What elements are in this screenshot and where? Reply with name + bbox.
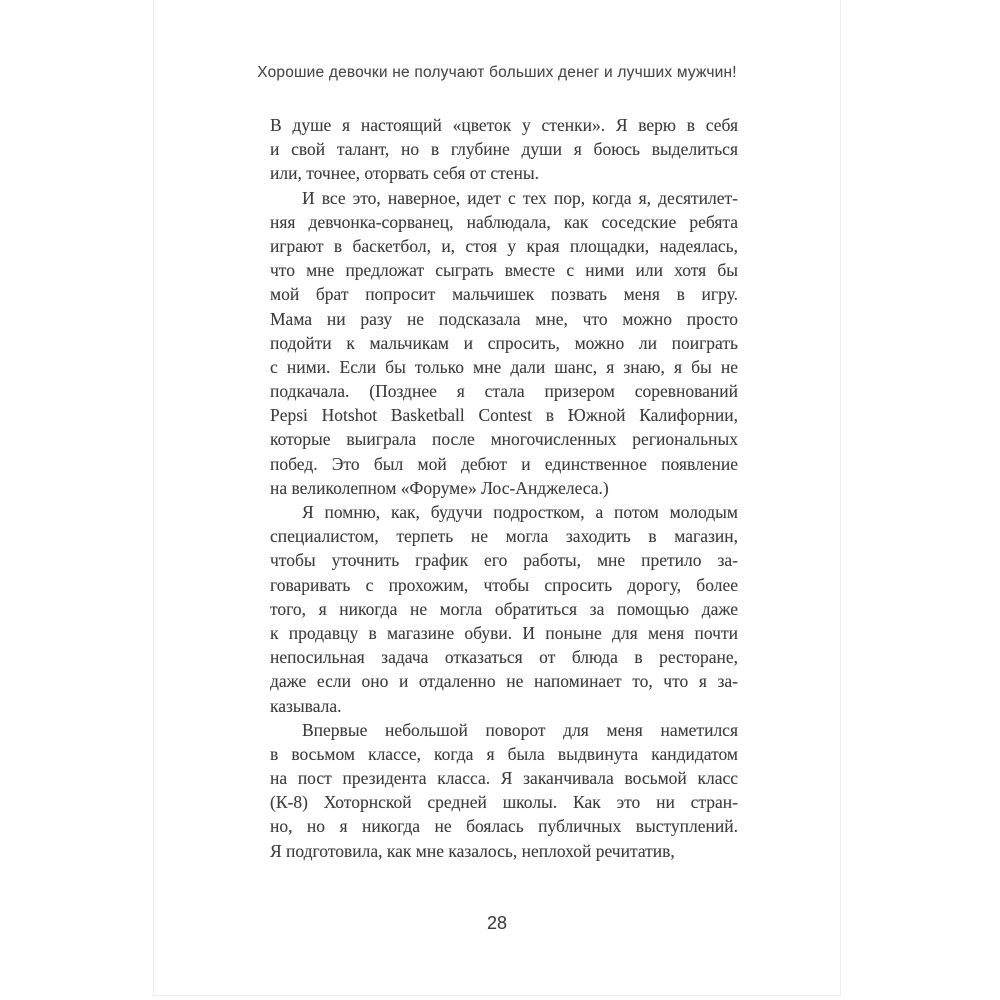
text-line: на пост президента класса. Я заканчивала восьмой класс	[270, 768, 738, 789]
text-line: Я помню, как, будучи подростком, а потом молодым	[302, 502, 738, 522]
text-line: няя девчонка-сорванец, наблюдала, как соседские ребята	[270, 211, 738, 232]
text-line: с ними. Если бы только мне дали шанс, я знаю, я бы не	[270, 356, 738, 377]
text-line: казывала.	[270, 695, 342, 716]
text-line: играют в баскетбол, и, стоя у края площадки, надеялась,	[270, 235, 738, 256]
text-line: побед. Это был мой дебют и единственное появление	[270, 453, 738, 474]
text-line: специалистом, терпеть не могла заходить в магазин,	[270, 526, 738, 547]
text-line: в восьмом классе, когда я была выдвинута кандидатом	[270, 743, 738, 764]
text-line: говаривать с прохожим, чтобы спросить дорогу, более	[270, 574, 738, 595]
text-line: Впервые небольшой поворот для меня наметился	[302, 719, 738, 740]
text-line: того, я никогда не могла обратиться за помощью даже	[270, 598, 738, 619]
text-line: Мама ни разу не подсказала мне, что можно просто	[270, 308, 738, 329]
text-line: подкачала. (Позднее я стала призером соревнований	[270, 381, 738, 402]
text-line: Pepsi Hotshot Basketball Contest в Южной Калифорнии,	[270, 405, 738, 426]
text-line: к продавцу в магазине обуви. И поныне для меня почти	[270, 622, 738, 643]
text-line: непосильная задача отказаться от блюда в ресторане,	[270, 647, 738, 668]
text-line: и свой талант, но в глубине души я боюсь выделиться	[270, 139, 738, 160]
text-line: или, точнее, оторвать себя от стены.	[270, 163, 540, 184]
text-line: даже если оно и отдаленно не напоминает то, что я за-	[270, 671, 738, 692]
text-line: В душе я настоящий «цветок у стенки». Я верю в себя	[270, 115, 738, 135]
text-line: (К-8) Хоторнской средней школы. Как это ни стран-	[270, 792, 738, 813]
text-line: чтобы уточнить график его работы, мне претило за-	[270, 550, 738, 571]
text-line: И все это, наверное, идет с тех пор, когда я, десятилет-	[302, 187, 738, 208]
body-text	[270, 113, 738, 863]
text-line: на великолепном «Форуме» Лос-Анджелеса.)	[270, 477, 609, 498]
text-line: что мне предложат сыграть вместе с ними или хотя бы	[270, 260, 738, 281]
text-line: которые выиграла после многочисленных региональных	[270, 429, 738, 450]
text-line: мой брат попросит мальчишек позвать меня в игру.	[270, 284, 738, 305]
running-title: Хорошие девочки не получают больших денег и лучших мужчин!	[257, 64, 737, 81]
text-line: подойти к мальчикам и спросить, можно ли поиграть	[270, 332, 738, 353]
text-line: но, но я никогда не боялась публичных выступлений.	[270, 816, 738, 837]
page-number: 28	[486, 913, 508, 933]
text-line: Я подготовила, как мне казалось, неплохой речитатив,	[270, 840, 675, 861]
